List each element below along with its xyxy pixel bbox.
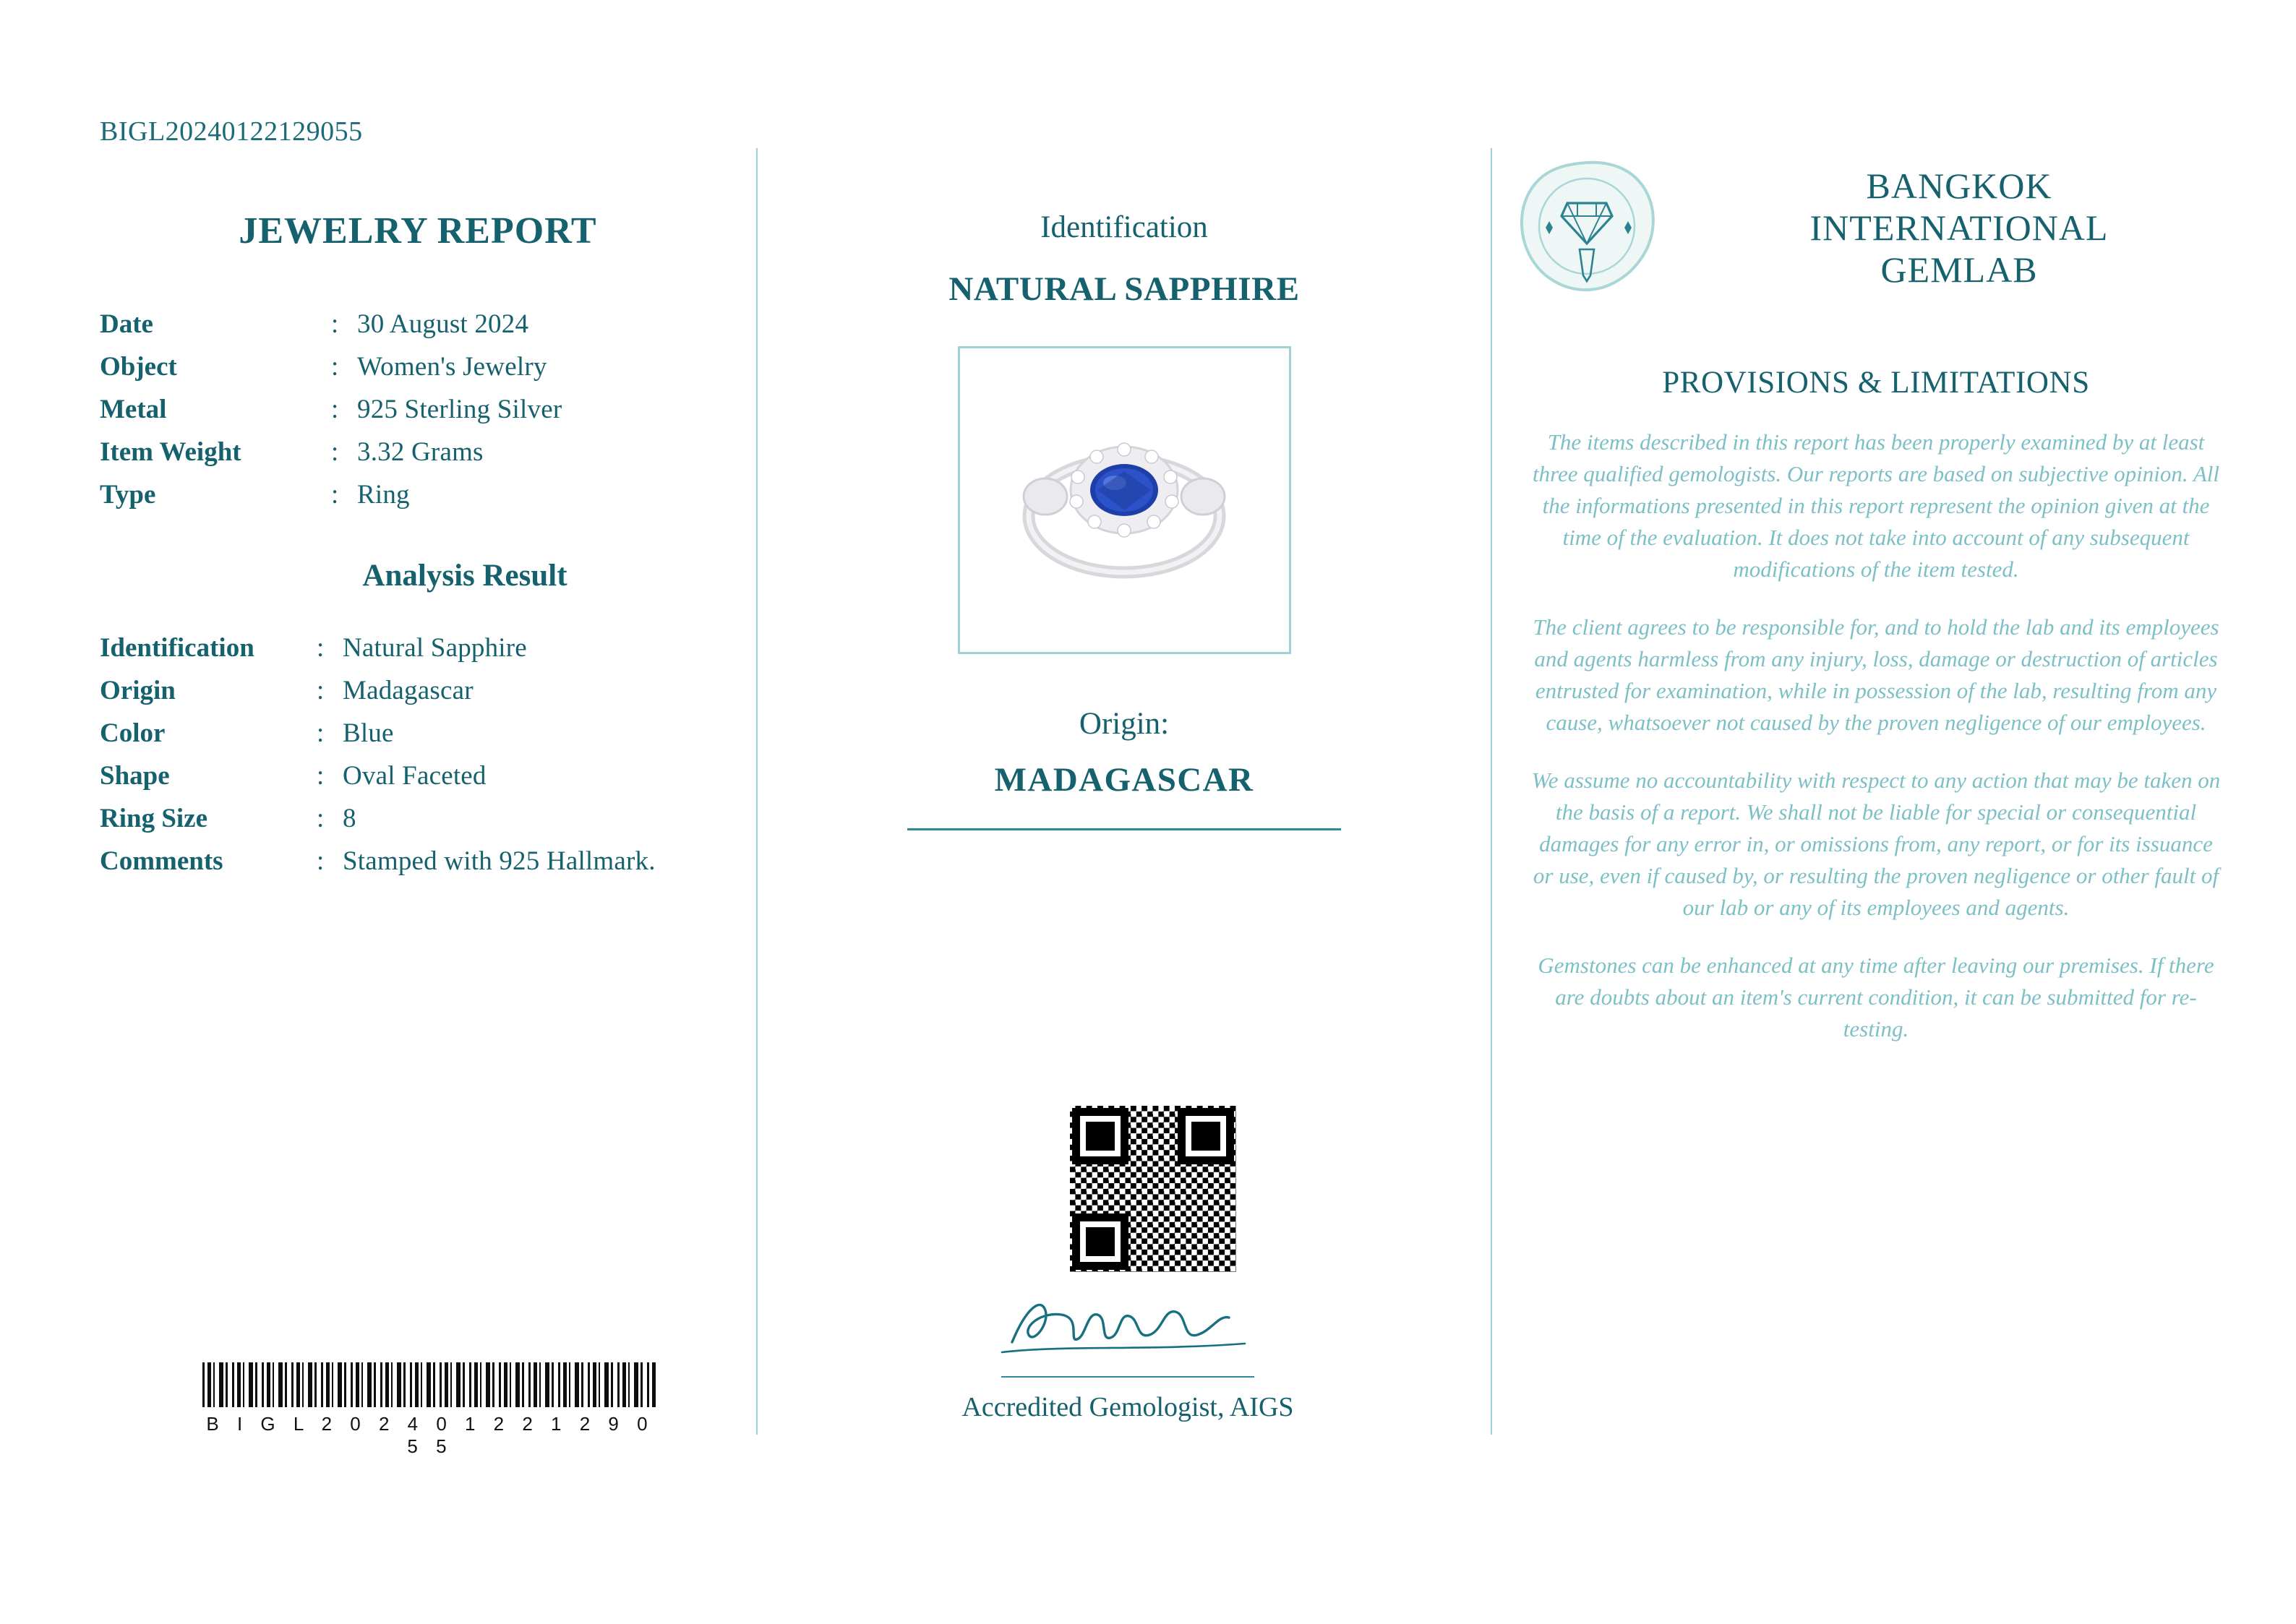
brand-title: [1677, 165, 2241, 291]
provisions-paragraph: The client agrees to be responsible for, and to hold the lab and its employees and agents harmless from any injury, loss, damage or destruction of articles entrusted for examination, while in possession of the lab, resulting from any cause, whatsoever not caused by the proven negligence of our employees.: [1533, 614, 2219, 736]
origin-divider: [907, 828, 1341, 830]
table-row: [100, 712, 736, 755]
brand-line-3: GEMLAB: [1880, 249, 2038, 290]
table-row: [100, 669, 736, 712]
qr-finder-bottom-left: [1072, 1213, 1128, 1270]
row-key: Date: [100, 309, 153, 339]
provisions-title: PROVISIONS & LIMITATIONS: [1662, 366, 2090, 400]
signature-block: [933, 1283, 1323, 1378]
report-number: BIGL20240122129055: [100, 116, 363, 147]
row-colon: :: [317, 718, 325, 748]
row-key: Shape: [100, 761, 170, 791]
barcode-image: [202, 1362, 658, 1407]
row-key: Item Weight: [100, 437, 241, 467]
barcode-block: [202, 1362, 658, 1458]
table-row: [100, 840, 736, 882]
brand-line-1: BANGKOK: [1866, 166, 2052, 206]
brand-header: [1511, 155, 2241, 300]
row-value: Madagascar: [343, 676, 474, 705]
table-row: [100, 627, 736, 669]
row-colon: :: [317, 633, 325, 663]
provisions-paragraph: We assume no accountability with respect to any action that may be taken on the basis of a report. We shall not be liable for special or consequential damages for any error in, or omissions from, any report, or for its issuance or use, even if caused by, or resulting the proven negligence or other fault of our lab or any of its employees and agents.: [1531, 768, 2221, 921]
row-value: 3.32 Grams: [357, 437, 484, 467]
row-colon: :: [331, 480, 339, 510]
analysis-result-table: [100, 627, 736, 882]
row-colon: :: [317, 846, 325, 876]
page-title: JEWELRY REPORT: [239, 210, 597, 252]
row-value: Stamped with 925 Hallmark.: [343, 846, 656, 876]
row-key: Type: [100, 480, 156, 510]
barcode-text: B I G L 2 0 2 4 0 1 2 2 1 2 9 0 5 5: [206, 1413, 654, 1457]
table-row: [100, 755, 736, 797]
table-row: [100, 473, 736, 516]
row-key: Ring Size: [100, 804, 208, 833]
column-divider-left: [756, 148, 758, 1435]
row-colon: :: [331, 309, 339, 339]
row-value: Oval Faceted: [343, 761, 487, 791]
qr-finder-top-right: [1178, 1108, 1234, 1164]
brand-line-2: INTERNATIONAL: [1809, 207, 2109, 248]
row-value: 8: [343, 804, 356, 833]
column-divider-right: [1491, 148, 1492, 1435]
table-row: [100, 345, 736, 388]
qr-code-image[interactable]: [1070, 1106, 1236, 1272]
provisions-paragraph: The items described in this report has been properly examined by at least three qualified gemologists. Our reports are based on subjective opinion. All the informations presented in this report represent the opinion given at the time of the evaluation. It does not take into account of any subsequent modifications of the item tested.: [1533, 429, 2219, 583]
row-key: Identification: [100, 633, 254, 663]
signature-caption: Accredited Gemologist, AIGS: [961, 1392, 1294, 1422]
row-key: Metal: [100, 395, 167, 424]
row-key: Object: [100, 352, 177, 382]
row-colon: :: [317, 676, 325, 705]
row-value: Natural Sapphire: [343, 633, 527, 663]
qr-finder-top-left: [1072, 1108, 1128, 1164]
origin-label: Origin:: [1079, 707, 1170, 741]
provisions-paragraph: Gemstones can be enhanced at any time after leaving our premises. If there are doubts about an item's current condition, it can be submitted for re-testing.: [1538, 953, 2214, 1042]
left-column: [100, 210, 736, 882]
row-colon: :: [331, 395, 339, 424]
signature-line: [1001, 1376, 1254, 1378]
row-value: Ring: [357, 480, 410, 510]
origin-value: MADAGASCAR: [994, 761, 1254, 799]
analysis-result-title: Analysis Result: [362, 559, 567, 593]
right-column: [1511, 155, 2241, 1045]
row-colon: :: [317, 761, 325, 791]
gem-photo-frame: [958, 346, 1291, 654]
identification-label: Identification: [1040, 210, 1208, 244]
identification-value: NATURAL SAPPHIRE: [948, 270, 1300, 308]
table-row: [100, 431, 736, 473]
row-value: 30 August 2024: [357, 309, 529, 339]
ring-photo: [960, 348, 1289, 650]
row-key: Color: [100, 718, 166, 748]
table-row: [100, 388, 736, 431]
table-row: [100, 303, 736, 345]
row-colon: :: [331, 437, 339, 467]
table-row: [100, 797, 736, 840]
row-key: Origin: [100, 676, 176, 705]
gemlab-logo-icon: [1511, 155, 1663, 300]
row-colon: :: [317, 804, 325, 833]
row-key: Comments: [100, 846, 223, 876]
item-details-table: [100, 303, 736, 516]
middle-column: [774, 210, 1475, 830]
signature-icon: [933, 1283, 1323, 1370]
qr-code[interactable]: [1070, 1106, 1236, 1272]
row-value: 925 Sterling Silver: [357, 395, 562, 424]
row-colon: :: [331, 352, 339, 382]
row-value: Women's Jewelry: [357, 352, 547, 382]
row-value: Blue: [343, 718, 394, 748]
